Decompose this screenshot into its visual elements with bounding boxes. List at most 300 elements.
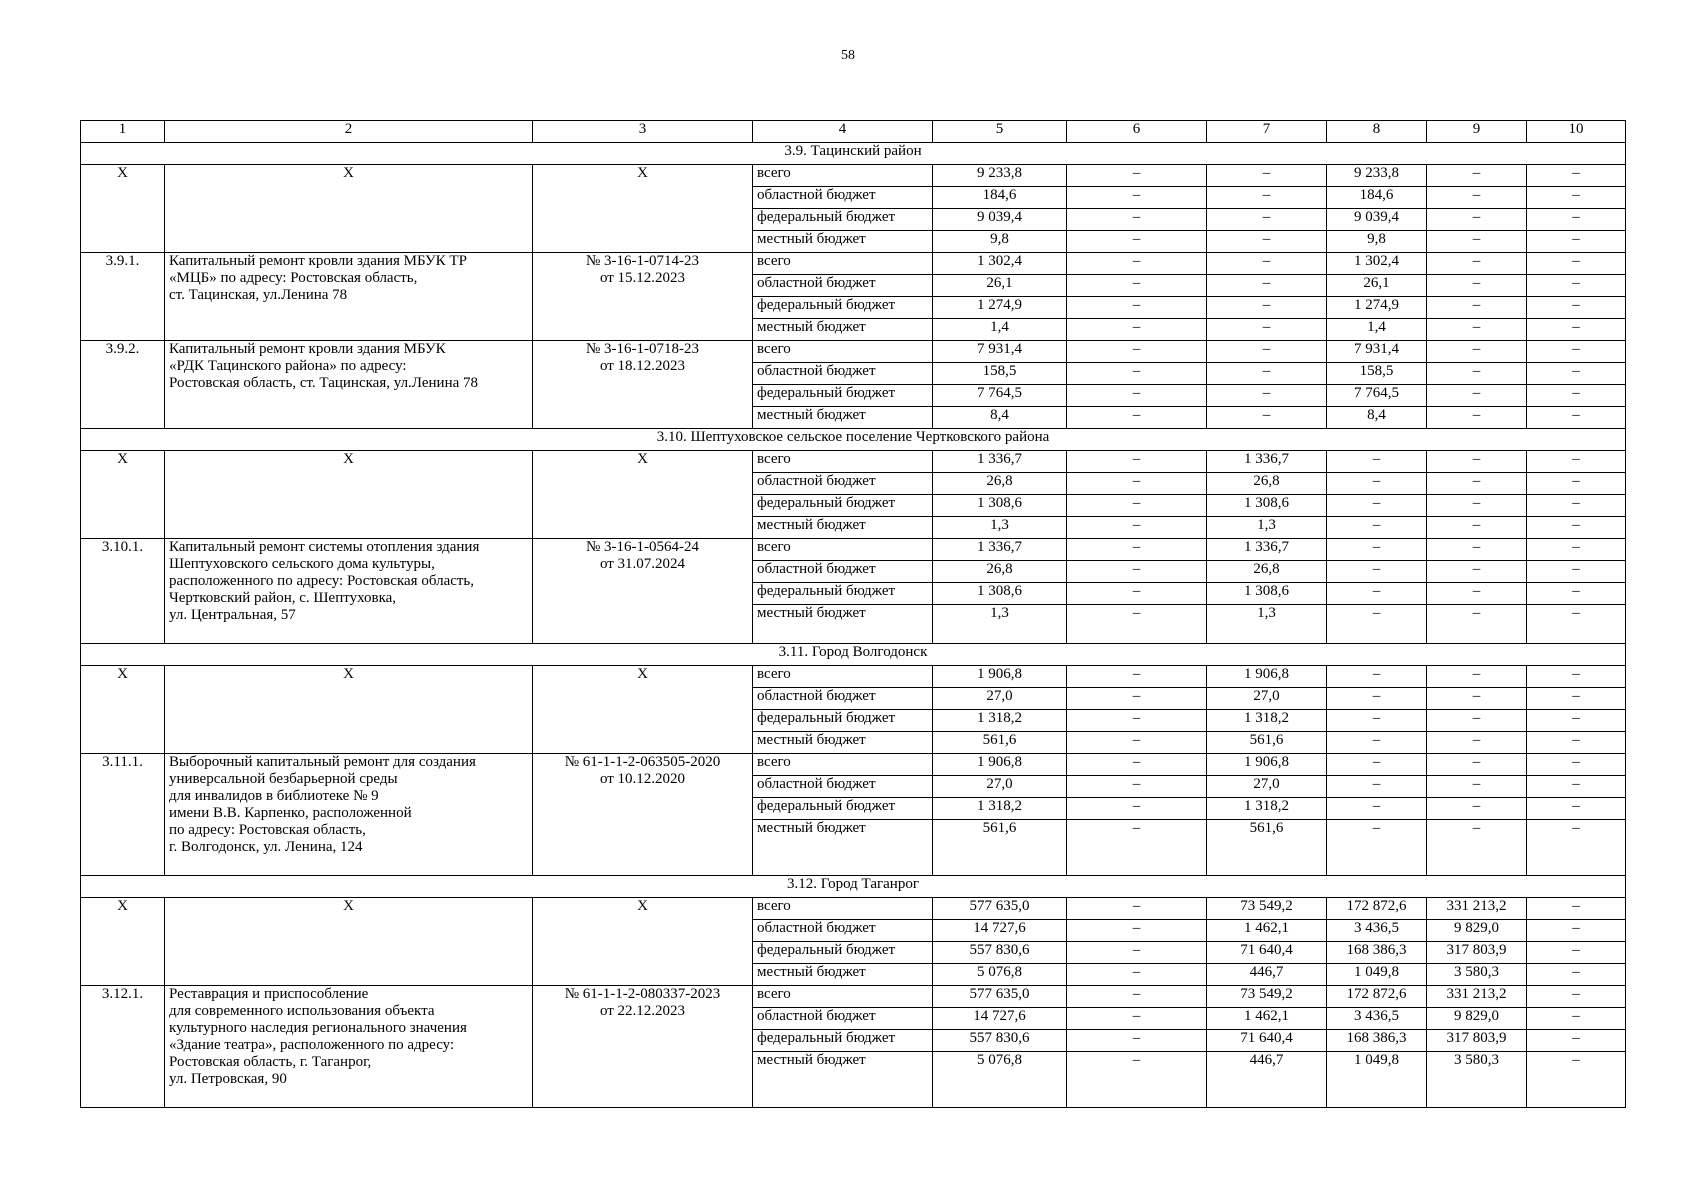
item-number: X [81, 666, 165, 754]
item-name: Реставрация и приспособление для современного использования объекта культурного наследия регионального значения «Здание театра», расположенного по адресу: Ростовская область, г. Таганрог, ул. Петровская, 90 [165, 986, 533, 1108]
item-number: 3.12.1. [81, 986, 165, 1108]
value-cell: – [1207, 275, 1327, 297]
budget-label: всего [753, 539, 933, 561]
value-cell: 561,6 [933, 820, 1067, 876]
value-cell: 1 336,7 [933, 539, 1067, 561]
budget-label: всего [753, 341, 933, 363]
budget-table [80, 120, 1626, 1108]
value-cell: – [1067, 253, 1207, 275]
column-header-10: 10 [1527, 121, 1626, 143]
value-cell: – [1527, 341, 1626, 363]
budget-label: всего [753, 451, 933, 473]
item-document: X [533, 451, 753, 539]
value-cell: – [1427, 710, 1527, 732]
value-cell: – [1327, 517, 1427, 539]
budget-label: всего [753, 165, 933, 187]
table-body [81, 121, 1626, 1108]
value-cell: – [1067, 319, 1207, 341]
budget-label: местный бюджет [753, 517, 933, 539]
value-cell: 26,8 [933, 561, 1067, 583]
value-cell: – [1527, 473, 1626, 495]
value-cell: 1 318,2 [933, 710, 1067, 732]
value-cell: 577 635,0 [933, 986, 1067, 1008]
value-cell: – [1067, 942, 1207, 964]
value-cell: – [1427, 561, 1527, 583]
value-cell: – [1527, 820, 1626, 876]
item-number: 3.10.1. [81, 539, 165, 644]
value-cell: – [1427, 583, 1527, 605]
value-cell: – [1527, 688, 1626, 710]
value-cell: 27,0 [933, 688, 1067, 710]
value-cell: – [1067, 517, 1207, 539]
value-cell: 1 318,2 [1207, 798, 1327, 820]
table-row [81, 539, 1626, 561]
value-cell: – [1067, 231, 1207, 253]
budget-label: областной бюджет [753, 275, 933, 297]
value-cell: – [1067, 275, 1207, 297]
value-cell: 446,7 [1207, 1052, 1327, 1108]
budget-label: областной бюджет [753, 688, 933, 710]
item-document: X [533, 898, 753, 986]
value-cell: 184,6 [933, 187, 1067, 209]
value-cell: 1 906,8 [1207, 754, 1327, 776]
budget-label: местный бюджет [753, 964, 933, 986]
value-cell: 8,4 [1327, 407, 1427, 429]
value-cell: 557 830,6 [933, 942, 1067, 964]
budget-label: местный бюджет [753, 319, 933, 341]
section-row [81, 876, 1626, 898]
column-header-1: 1 [81, 121, 165, 143]
value-cell: – [1327, 539, 1427, 561]
value-cell: 331 213,2 [1427, 986, 1527, 1008]
budget-label: областной бюджет [753, 776, 933, 798]
value-cell: – [1527, 319, 1626, 341]
value-cell: – [1527, 1030, 1626, 1052]
value-cell: 1 906,8 [933, 754, 1067, 776]
value-cell: 1,3 [933, 517, 1067, 539]
value-cell: – [1067, 798, 1207, 820]
value-cell: 1 462,1 [1207, 920, 1327, 942]
table-row [81, 986, 1626, 1008]
budget-label: местный бюджет [753, 1052, 933, 1108]
budget-label: областной бюджет [753, 363, 933, 385]
value-cell: 26,8 [1207, 561, 1327, 583]
value-cell: – [1427, 605, 1527, 644]
value-cell: 26,8 [933, 473, 1067, 495]
value-cell: – [1067, 473, 1207, 495]
value-cell: 9 829,0 [1427, 920, 1527, 942]
value-cell: – [1427, 798, 1527, 820]
value-cell: – [1427, 451, 1527, 473]
value-cell: 26,1 [933, 275, 1067, 297]
value-cell: – [1527, 798, 1626, 820]
value-cell: – [1527, 920, 1626, 942]
value-cell: – [1067, 385, 1207, 407]
value-cell: – [1207, 165, 1327, 187]
column-header-3: 3 [533, 121, 753, 143]
value-cell: 5 076,8 [933, 1052, 1067, 1108]
table-row [81, 341, 1626, 363]
value-cell: 3 436,5 [1327, 1008, 1427, 1030]
value-cell: – [1067, 605, 1207, 644]
value-cell: 9 233,8 [1327, 165, 1427, 187]
budget-label: всего [753, 986, 933, 1008]
value-cell: – [1427, 666, 1527, 688]
value-cell: – [1207, 209, 1327, 231]
budget-label: федеральный бюджет [753, 798, 933, 820]
value-cell: – [1427, 297, 1527, 319]
item-number: X [81, 165, 165, 253]
value-cell: – [1327, 561, 1427, 583]
item-document: № 61-1-1-2-080337-2023 от 22.12.2023 [533, 986, 753, 1108]
value-cell: 9 233,8 [933, 165, 1067, 187]
value-cell: 71 640,4 [1207, 942, 1327, 964]
budget-label: всего [753, 898, 933, 920]
value-cell: – [1067, 986, 1207, 1008]
value-cell: – [1527, 495, 1626, 517]
value-cell: – [1067, 1008, 1207, 1030]
value-cell: 3 580,3 [1427, 964, 1527, 986]
value-cell: 7 764,5 [933, 385, 1067, 407]
value-cell: – [1427, 187, 1527, 209]
budget-label: федеральный бюджет [753, 942, 933, 964]
section-row [81, 143, 1626, 165]
value-cell: 1,4 [1327, 319, 1427, 341]
budget-label: областной бюджет [753, 561, 933, 583]
section-title: 3.11. Город Волгодонск [81, 644, 1626, 666]
value-cell: – [1527, 187, 1626, 209]
value-cell: 9,8 [933, 231, 1067, 253]
value-cell: – [1527, 964, 1626, 986]
value-cell: – [1427, 473, 1527, 495]
value-cell: – [1427, 407, 1527, 429]
value-cell: – [1067, 1052, 1207, 1108]
value-cell: 1 336,7 [1207, 539, 1327, 561]
value-cell: – [1067, 297, 1207, 319]
value-cell: – [1527, 231, 1626, 253]
value-cell: 557 830,6 [933, 1030, 1067, 1052]
value-cell: – [1327, 820, 1427, 876]
value-cell: – [1327, 754, 1427, 776]
value-cell: – [1427, 165, 1527, 187]
value-cell: – [1527, 776, 1626, 798]
column-header-8: 8 [1327, 121, 1427, 143]
item-name: X [165, 165, 533, 253]
value-cell: – [1527, 710, 1626, 732]
value-cell: – [1067, 820, 1207, 876]
item-name: Выборочный капитальный ремонт для создания универсальной безбарьерной среды для инвалидов в библиотеке № 9 имени В.В. Карпенко, расположенной по адресу: Ростовская область, г. Волгодонск, ул. Ленина, 124 [165, 754, 533, 876]
value-cell: 1,4 [933, 319, 1067, 341]
value-cell: 5 076,8 [933, 964, 1067, 986]
column-header-row [81, 121, 1626, 143]
value-cell: – [1327, 473, 1427, 495]
value-cell: 446,7 [1207, 964, 1327, 986]
value-cell: – [1427, 820, 1527, 876]
value-cell: 561,6 [1207, 820, 1327, 876]
budget-label: всего [753, 666, 933, 688]
budget-label: федеральный бюджет [753, 710, 933, 732]
column-header-7: 7 [1207, 121, 1327, 143]
value-cell: 7 764,5 [1327, 385, 1427, 407]
budget-label: всего [753, 253, 933, 275]
value-cell: 317 803,9 [1427, 942, 1527, 964]
value-cell: 9 039,4 [1327, 209, 1427, 231]
table-row [81, 666, 1626, 688]
value-cell: 172 872,6 [1327, 986, 1427, 1008]
value-cell: 1 318,2 [933, 798, 1067, 820]
page-number: 58 [841, 48, 855, 63]
value-cell: – [1527, 209, 1626, 231]
value-cell: – [1527, 539, 1626, 561]
value-cell: – [1527, 517, 1626, 539]
value-cell: 331 213,2 [1427, 898, 1527, 920]
value-cell: – [1427, 776, 1527, 798]
value-cell: – [1527, 385, 1626, 407]
value-cell: – [1207, 231, 1327, 253]
value-cell: – [1067, 407, 1207, 429]
budget-label: областной бюджет [753, 920, 933, 942]
value-cell: 3 436,5 [1327, 920, 1427, 942]
value-cell: – [1427, 495, 1527, 517]
section-row [81, 644, 1626, 666]
value-cell: – [1067, 710, 1207, 732]
value-cell: 7 931,4 [1327, 341, 1427, 363]
value-cell: 561,6 [933, 732, 1067, 754]
section-row [81, 429, 1626, 451]
value-cell: 26,1 [1327, 275, 1427, 297]
value-cell: – [1207, 385, 1327, 407]
value-cell: 1 302,4 [1327, 253, 1427, 275]
value-cell: 1 049,8 [1327, 1052, 1427, 1108]
column-header-2: 2 [165, 121, 533, 143]
value-cell: – [1527, 605, 1626, 644]
value-cell: – [1067, 539, 1207, 561]
budget-label: всего [753, 754, 933, 776]
value-cell: – [1067, 495, 1207, 517]
value-cell: 14 727,6 [933, 920, 1067, 942]
item-document: X [533, 666, 753, 754]
value-cell: – [1327, 776, 1427, 798]
value-cell: – [1067, 165, 1207, 187]
value-cell: – [1427, 539, 1527, 561]
column-header-4: 4 [753, 121, 933, 143]
item-name: Капитальный ремонт системы отопления здания Шептуховского сельского дома культуры, расположенного по адресу: Ростовская область, Чертковский район, с. Шептуховка, ул. Центральная, 57 [165, 539, 533, 644]
value-cell: – [1067, 964, 1207, 986]
value-cell: 8,4 [933, 407, 1067, 429]
value-cell: – [1527, 165, 1626, 187]
value-cell: – [1527, 942, 1626, 964]
value-cell: – [1207, 341, 1327, 363]
value-cell: – [1527, 666, 1626, 688]
item-document: X [533, 165, 753, 253]
value-cell: – [1327, 451, 1427, 473]
value-cell: 73 549,2 [1207, 898, 1327, 920]
value-cell: – [1067, 561, 1207, 583]
value-cell: – [1067, 363, 1207, 385]
value-cell: – [1207, 253, 1327, 275]
table-row [81, 253, 1626, 275]
budget-label: федеральный бюджет [753, 209, 933, 231]
value-cell: – [1527, 253, 1626, 275]
budget-label: местный бюджет [753, 820, 933, 876]
item-number: 3.9.1. [81, 253, 165, 341]
budget-label: областной бюджет [753, 473, 933, 495]
value-cell: 7 931,4 [933, 341, 1067, 363]
value-cell: – [1427, 754, 1527, 776]
item-document: № 61-1-1-2-063505-2020 от 10.12.2020 [533, 754, 753, 876]
value-cell: – [1427, 517, 1527, 539]
value-cell: 1 049,8 [1327, 964, 1427, 986]
budget-label: местный бюджет [753, 231, 933, 253]
budget-label: федеральный бюджет [753, 385, 933, 407]
value-cell: 27,0 [1207, 688, 1327, 710]
value-cell: – [1527, 986, 1626, 1008]
value-cell: – [1327, 605, 1427, 644]
column-header-6: 6 [1067, 121, 1207, 143]
item-document: № 3-16-1-0718-23 от 18.12.2023 [533, 341, 753, 429]
item-name: Капитальный ремонт кровли здания МБУК «РДК Тацинского района» по адресу: Ростовская область, ст. Тацинская, ул.Ленина 78 [165, 341, 533, 429]
value-cell: – [1207, 297, 1327, 319]
value-cell: – [1327, 732, 1427, 754]
value-cell: 1 336,7 [933, 451, 1067, 473]
value-cell: 172 872,6 [1327, 898, 1427, 920]
value-cell: 317 803,9 [1427, 1030, 1527, 1052]
value-cell: – [1327, 710, 1427, 732]
value-cell: – [1427, 341, 1527, 363]
value-cell: – [1427, 688, 1527, 710]
value-cell: – [1067, 920, 1207, 942]
column-header-9: 9 [1427, 121, 1527, 143]
value-cell: 561,6 [1207, 732, 1327, 754]
value-cell: – [1427, 385, 1527, 407]
value-cell: – [1527, 275, 1626, 297]
value-cell: – [1067, 666, 1207, 688]
value-cell: 1,3 [1207, 605, 1327, 644]
value-cell: – [1207, 363, 1327, 385]
item-name: X [165, 898, 533, 986]
table-row [81, 754, 1626, 776]
value-cell: – [1327, 666, 1427, 688]
value-cell: – [1207, 319, 1327, 341]
value-cell: 9 829,0 [1427, 1008, 1527, 1030]
value-cell: 1,3 [1207, 517, 1327, 539]
budget-label: местный бюджет [753, 605, 933, 644]
value-cell: 1 906,8 [1207, 666, 1327, 688]
value-cell: – [1427, 209, 1527, 231]
value-cell: – [1527, 561, 1626, 583]
column-header-5: 5 [933, 121, 1067, 143]
value-cell: 1 274,9 [1327, 297, 1427, 319]
value-cell: – [1067, 1030, 1207, 1052]
value-cell: – [1067, 187, 1207, 209]
value-cell: 168 386,3 [1327, 942, 1427, 964]
value-cell: 26,8 [1207, 473, 1327, 495]
value-cell: – [1527, 1052, 1626, 1108]
section-title: 3.9. Тацинский район [81, 143, 1626, 165]
value-cell: – [1527, 583, 1626, 605]
budget-label: федеральный бюджет [753, 1030, 933, 1052]
value-cell: – [1427, 231, 1527, 253]
value-cell: 184,6 [1327, 187, 1427, 209]
value-cell: – [1427, 732, 1527, 754]
item-name: X [165, 451, 533, 539]
value-cell: 1 462,1 [1207, 1008, 1327, 1030]
value-cell: – [1427, 319, 1527, 341]
value-cell: 1 302,4 [933, 253, 1067, 275]
item-number: 3.9.2. [81, 341, 165, 429]
value-cell: 168 386,3 [1327, 1030, 1427, 1052]
value-cell: – [1527, 451, 1626, 473]
value-cell: 1 318,2 [1207, 710, 1327, 732]
value-cell: 1,3 [933, 605, 1067, 644]
value-cell: – [1527, 898, 1626, 920]
value-cell: – [1427, 363, 1527, 385]
item-document: № 3-16-1-0714-23 от 15.12.2023 [533, 253, 753, 341]
value-cell: 73 549,2 [1207, 986, 1327, 1008]
value-cell: – [1067, 776, 1207, 798]
value-cell: – [1527, 297, 1626, 319]
item-number: X [81, 898, 165, 986]
item-number: X [81, 451, 165, 539]
value-cell: 1 308,6 [933, 583, 1067, 605]
value-cell: 1 308,6 [933, 495, 1067, 517]
value-cell: – [1527, 363, 1626, 385]
value-cell: – [1327, 798, 1427, 820]
value-cell: – [1067, 341, 1207, 363]
value-cell: 71 640,4 [1207, 1030, 1327, 1052]
table-row [81, 165, 1626, 187]
item-number: 3.11.1. [81, 754, 165, 876]
item-name: Капитальный ремонт кровли здания МБУК ТР «МЦБ» по адресу: Ростовская область, ст. Тацинская, ул.Ленина 78 [165, 253, 533, 341]
value-cell: – [1207, 187, 1327, 209]
budget-label: местный бюджет [753, 407, 933, 429]
value-cell: – [1067, 898, 1207, 920]
item-name: X [165, 666, 533, 754]
value-cell: 27,0 [1207, 776, 1327, 798]
table-row [81, 898, 1626, 920]
value-cell: 1 336,7 [1207, 451, 1327, 473]
budget-label: областной бюджет [753, 187, 933, 209]
value-cell: – [1527, 407, 1626, 429]
budget-label: местный бюджет [753, 732, 933, 754]
value-cell: – [1067, 451, 1207, 473]
value-cell: 577 635,0 [933, 898, 1067, 920]
section-title: 3.12. Город Таганрог [81, 876, 1626, 898]
value-cell: – [1327, 583, 1427, 605]
value-cell: – [1067, 688, 1207, 710]
value-cell: 3 580,3 [1427, 1052, 1527, 1108]
value-cell: – [1527, 1008, 1626, 1030]
value-cell: – [1067, 583, 1207, 605]
value-cell: – [1527, 732, 1626, 754]
value-cell: 158,5 [1327, 363, 1427, 385]
table-row [81, 451, 1626, 473]
value-cell: 9,8 [1327, 231, 1427, 253]
section-title: 3.10. Шептуховское сельское поселение Чертковского района [81, 429, 1626, 451]
value-cell: – [1527, 754, 1626, 776]
budget-label: федеральный бюджет [753, 297, 933, 319]
value-cell: 14 727,6 [933, 1008, 1067, 1030]
value-cell: 1 308,6 [1207, 495, 1327, 517]
value-cell: – [1207, 407, 1327, 429]
value-cell: – [1067, 732, 1207, 754]
item-document: № 3-16-1-0564-24 от 31.07.2024 [533, 539, 753, 644]
value-cell: 9 039,4 [933, 209, 1067, 231]
value-cell: – [1327, 495, 1427, 517]
budget-label: федеральный бюджет [753, 583, 933, 605]
value-cell: – [1067, 754, 1207, 776]
value-cell: 158,5 [933, 363, 1067, 385]
